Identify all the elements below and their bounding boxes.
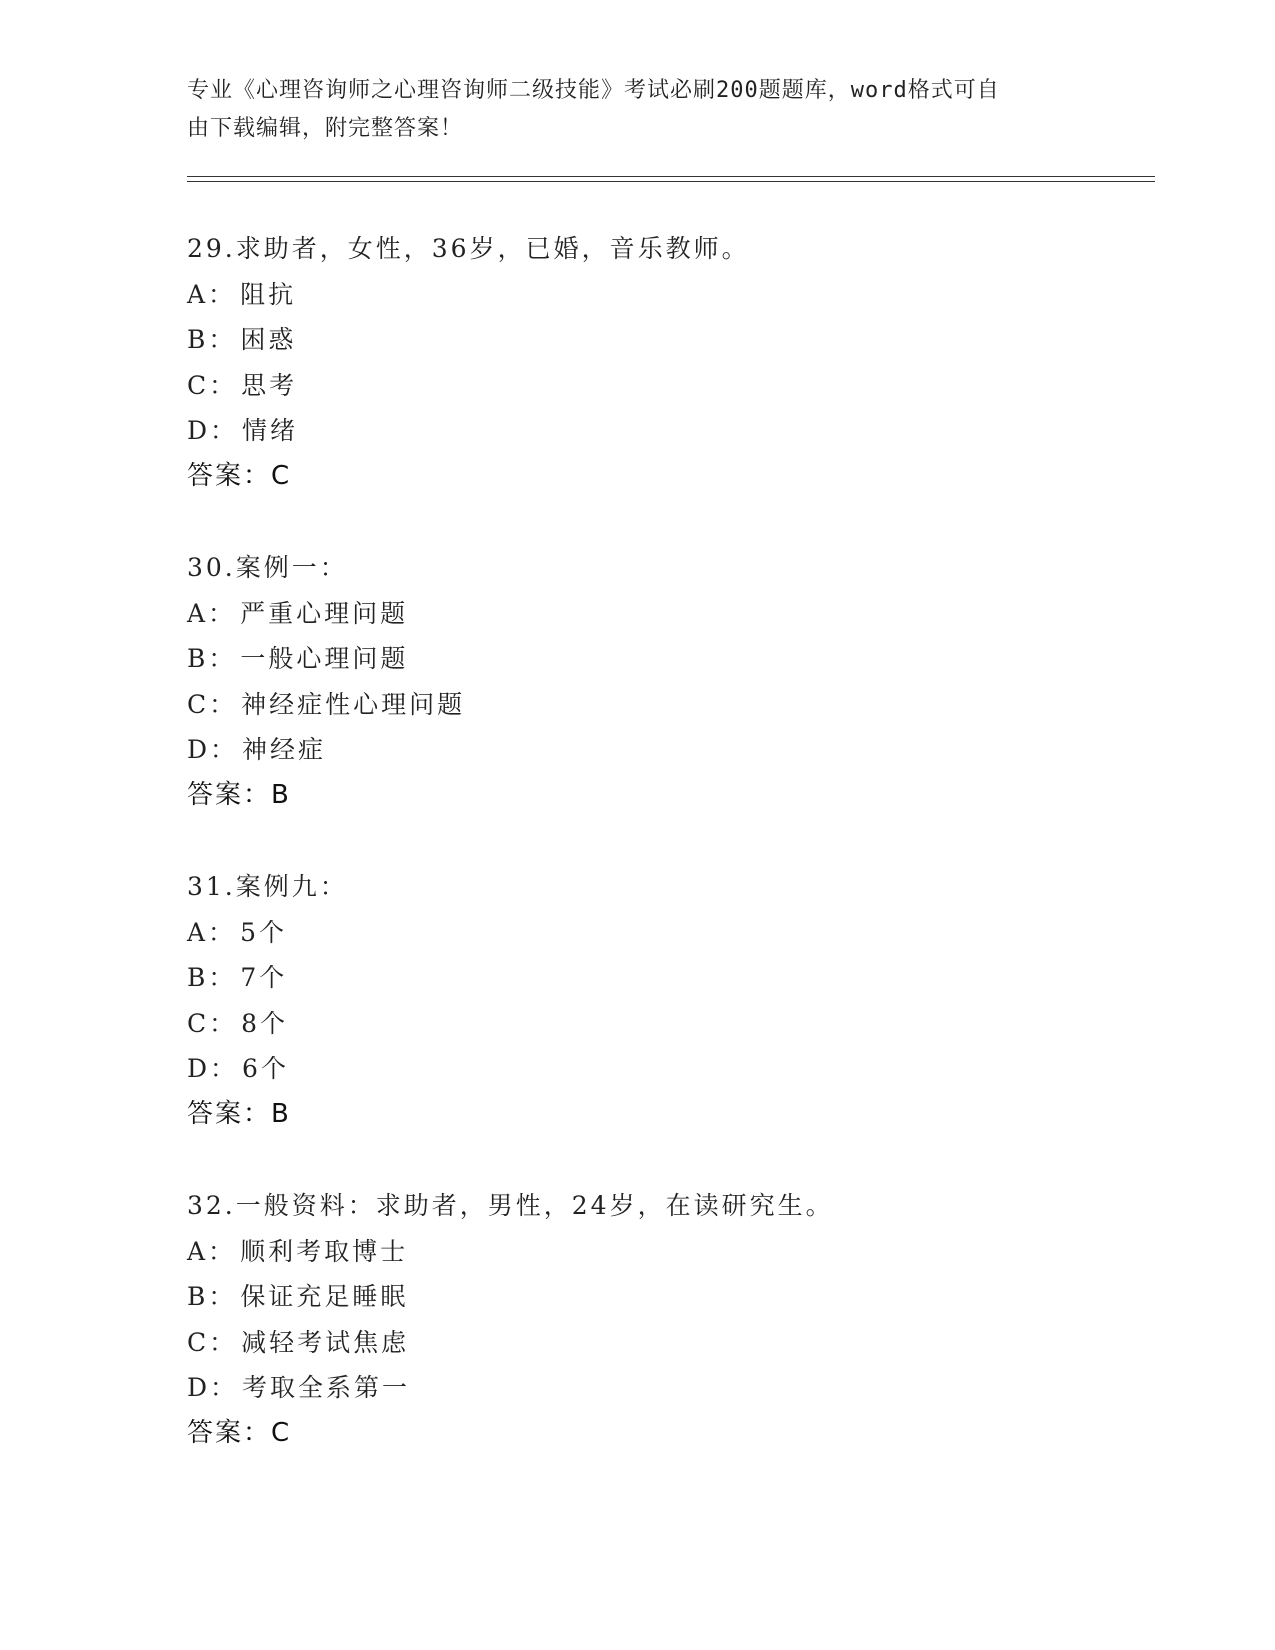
option-letter: B： xyxy=(187,644,237,673)
answer: 答案：C xyxy=(187,460,292,491)
header-divider-top xyxy=(187,176,1155,177)
answer: 答案：B xyxy=(187,779,291,810)
document-header xyxy=(187,72,1067,148)
option-text: 困惑 xyxy=(240,325,297,354)
option-letter: B： xyxy=(187,325,237,354)
option-text: 7个 xyxy=(240,963,288,992)
option-text: 神经症性心理问题 xyxy=(241,689,466,719)
option-b xyxy=(187,317,1147,363)
option-text: 考取全系第一 xyxy=(242,1373,411,1402)
option-text: 严重心理问题 xyxy=(240,598,409,628)
option-letter: C： xyxy=(187,1008,238,1038)
option-text: 5个 xyxy=(240,917,287,947)
option-d xyxy=(187,1365,1147,1411)
question-stem: 30.案例一： xyxy=(187,553,348,582)
option-text: 6个 xyxy=(242,1054,289,1083)
answer: 答案：C xyxy=(187,1417,292,1448)
question-stem: 29.求助者，女性，36岁，已婚，音乐教师。 xyxy=(187,234,750,263)
option-letter: C： xyxy=(187,689,238,719)
option-text: 减轻考试焦虑 xyxy=(241,1327,410,1357)
option-c xyxy=(187,363,1147,409)
option-text: 8个 xyxy=(241,1008,289,1038)
option-text: 顺利考取博士 xyxy=(240,1236,409,1266)
answer: 答案：B xyxy=(187,1098,291,1129)
option-text: 一般心理问题 xyxy=(240,644,409,673)
option-c xyxy=(187,1001,1147,1047)
header-divider-bottom xyxy=(187,181,1155,182)
option-d xyxy=(187,727,1147,773)
option-letter: C： xyxy=(187,370,238,400)
header-line-2: 由下载编辑，附完整答案！ xyxy=(187,116,464,141)
question-29 xyxy=(187,226,1147,499)
option-a xyxy=(187,591,1147,637)
option-text: 保证充足睡眠 xyxy=(240,1282,409,1311)
option-c xyxy=(187,1320,1147,1366)
option-letter: D： xyxy=(187,735,239,764)
question-stem: 31.案例九： xyxy=(187,872,348,901)
option-d xyxy=(187,1046,1147,1092)
question-32 xyxy=(187,1183,1147,1456)
option-d xyxy=(187,408,1147,454)
option-b xyxy=(187,955,1147,1001)
option-letter: B： xyxy=(187,963,237,992)
option-letter: D： xyxy=(187,416,239,445)
option-letter: A： xyxy=(187,279,237,309)
option-letter: A： xyxy=(187,598,237,628)
header-line-1: 专业《心理咨询师之心理咨询师二级技能》考试必刷200题题库，word格式可自 xyxy=(187,78,1000,103)
option-a xyxy=(187,910,1147,956)
option-letter: D： xyxy=(187,1054,239,1083)
option-text: 情绪 xyxy=(242,416,299,445)
option-letter: B： xyxy=(187,1282,237,1311)
option-text: 神经症 xyxy=(242,735,327,764)
question-31 xyxy=(187,864,1147,1137)
option-a xyxy=(187,1229,1147,1275)
option-text: 阻抗 xyxy=(240,279,297,309)
option-text: 思考 xyxy=(241,370,298,400)
question-30 xyxy=(187,545,1147,818)
option-b xyxy=(187,636,1147,682)
option-a xyxy=(187,272,1147,318)
option-letter: A： xyxy=(187,1236,237,1266)
option-c xyxy=(187,682,1147,728)
option-letter: C： xyxy=(187,1327,238,1357)
option-b xyxy=(187,1274,1147,1320)
question-stem: 32.一般资料：求助者，男性，24岁，在读研究生。 xyxy=(187,1191,834,1220)
option-letter: D： xyxy=(187,1373,239,1402)
option-letter: A： xyxy=(187,917,237,947)
